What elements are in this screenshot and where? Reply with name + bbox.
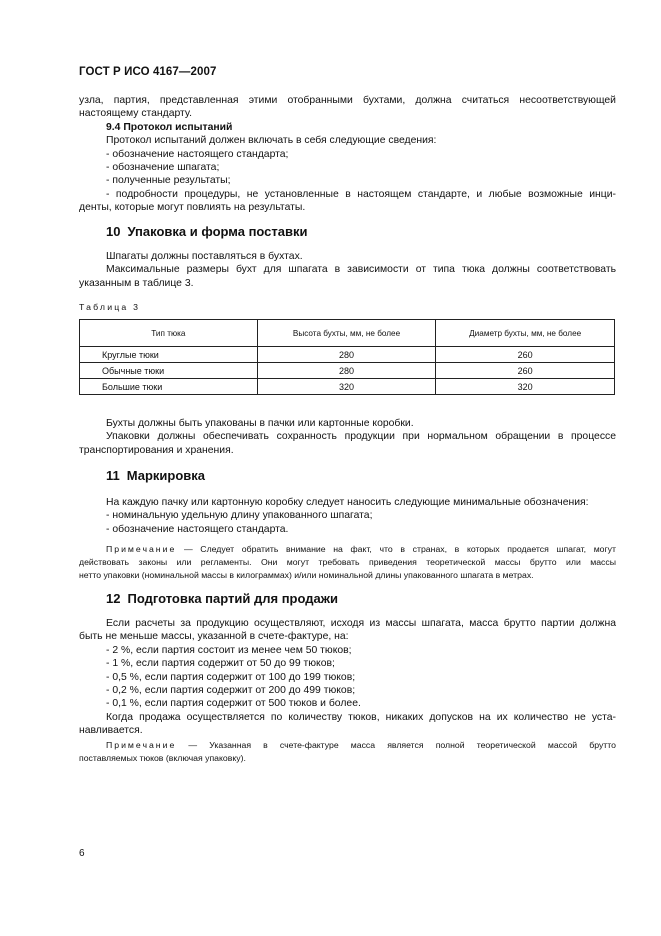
section-11-text (79, 496, 616, 536)
paragraph-line: Шпагаты должны поставляться в бухтах. (106, 251, 303, 262)
note-text: — Указанная в счете-фактуре масса является полной теоретической массой брутто (188, 740, 616, 750)
section-title: Маркировка (126, 468, 206, 483)
column-header: Диаметр бухты, мм, не более (436, 320, 615, 347)
note-line: действовать законы или регламенты. Они могут требовать приведения теоретической массы брутто или массы (79, 557, 616, 567)
table-row (80, 363, 615, 379)
list-item-continuation: денты, которые могут повлиять на результаты. (79, 202, 306, 214)
paragraph-line: Протокол испытаний должен включать в себя следующие сведения: (106, 135, 437, 147)
note-text: — Следует обратить внимание на факт, что в странах, в которых продается шпагат, могут (183, 544, 616, 554)
paragraph-line: настоящему стандарту. (79, 108, 192, 120)
table-caption: Таблица 3 (79, 302, 141, 312)
table-cell: 260 (436, 363, 615, 379)
list-item: - обозначение настоящего стандарта. (106, 523, 289, 535)
list-item: - полученные результаты; (106, 175, 231, 187)
section-10-text (79, 250, 616, 290)
section-12-heading (106, 591, 338, 606)
document-header: ГОСТ Р ИСО 4167—2007 (79, 66, 217, 78)
table-cell: Большие тюки (80, 379, 258, 395)
paragraph-line: Если расчеты за продукцию осуществляют, исходя из массы шпагата, масса брутто партии должна (106, 618, 616, 629)
table-cell: 280 (257, 347, 436, 363)
table-cell: 280 (257, 363, 436, 379)
section-11-note (79, 543, 616, 582)
list-item: - 0,5 %, если партия содержит от 100 до 199 тюков; (106, 671, 356, 683)
note-line (79, 543, 616, 556)
paragraph-line: Когда продажа осуществляется по количеству тюков, никаких допусков на их количество не уста- (106, 711, 616, 723)
table-3 (79, 319, 615, 395)
list-item: - обозначение шпагата; (106, 161, 220, 173)
table-row (80, 379, 615, 395)
table-row (80, 347, 615, 363)
paragraph-line: Упаковки должны обеспечивать сохранность продукции при нормальном обращении в процессе (106, 431, 616, 443)
note-label: Примечание (106, 740, 177, 750)
section-title: Подготовка партий для продажи (127, 591, 338, 606)
table-cell: Круглые тюки (80, 347, 258, 363)
section-title: Упаковка и форма поставки (127, 224, 308, 239)
section-12-text (79, 617, 616, 738)
paragraph-line: указанным в таблице 3. (79, 277, 194, 289)
list-item: - обозначение настоящего стандарта; (106, 148, 289, 160)
list-item: - 0,1 %, если партия содержит от 500 тюков и более. (106, 698, 361, 710)
list-item: - подробности процедуры, не установленные в настоящем стандарте, и любые возможные инци- (106, 188, 616, 200)
paragraph-line: навливается. (79, 725, 143, 737)
section-10-after-table (79, 417, 616, 457)
list-item: - 0,2 %, если партия содержит от 200 до 499 тюков; (106, 684, 356, 696)
table-cell: 320 (257, 379, 436, 395)
note-line (79, 739, 616, 752)
list-item: - 2 %, если партия состоит из менее чем 50 тюков; (106, 644, 352, 656)
subsection-heading: 9.4 Протокол испытаний (106, 121, 233, 133)
section-number: 11 (106, 468, 120, 483)
section-9-block (79, 94, 616, 215)
page-number: 6 (79, 848, 85, 859)
table-header-row (80, 320, 615, 347)
paragraph-line: Максимальные размеры бухт для шпагата в зависимости от типа тюка должны соответствовать (106, 264, 616, 276)
paragraph-line: быть не меньше массы, указанной в счете-фактуре, на: (79, 631, 349, 643)
section-10-heading (106, 224, 308, 239)
column-header: Тип тюка (80, 320, 258, 347)
list-item: - номинальную удельную длину упакованного шпагата; (106, 510, 373, 522)
section-12-note (79, 739, 616, 765)
section-number: 10 (106, 224, 121, 239)
paragraph-line: узла, партия, представленная этими отобранными бухтами, должна считаться несоответствующей (79, 95, 616, 106)
paragraph-line: транспортирования и хранения. (79, 444, 234, 456)
note-line: нетто упаковки (номинальной массы в килограммах) и/или номинальной длины упакованного шпагата в метрах. (79, 570, 534, 580)
table-cell: 260 (436, 347, 615, 363)
section-number: 12 (106, 591, 121, 606)
paragraph-line: Бухты должны быть упакованы в пачки или картонные коробки. (106, 418, 414, 429)
column-header: Высота бухты, мм, не более (257, 320, 436, 347)
section-11-heading (106, 468, 205, 483)
note-label: Примечание (106, 544, 177, 554)
table-cell: Обычные тюки (80, 363, 258, 379)
paragraph-line: На каждую пачку или картонную коробку следует наносить следующие минимальные обозначения: (106, 497, 589, 508)
table-cell: 320 (436, 379, 615, 395)
list-item: - 1 %, если партия содержит от 50 до 99 тюков; (106, 658, 335, 670)
note-line: поставляемых тюков (включая упаковку). (79, 753, 246, 763)
